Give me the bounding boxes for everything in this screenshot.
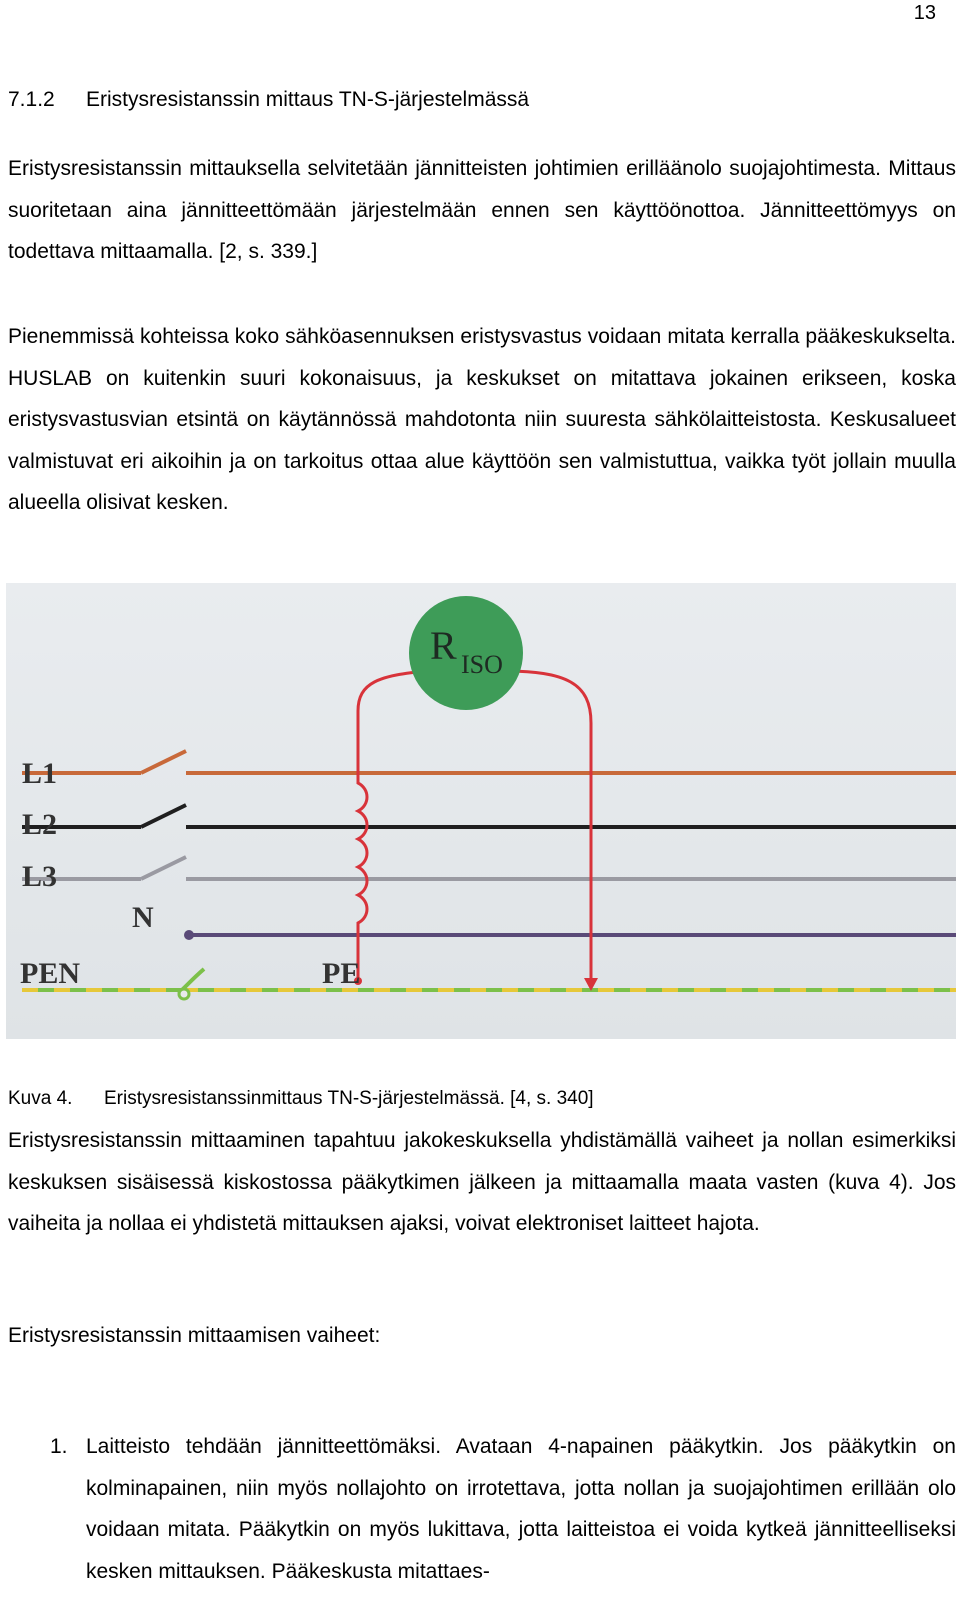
- section-number: 7.1.2: [8, 88, 55, 111]
- list-item-text: Laitteisto tehdään jännitteettömäksi. Avataan 4-napainen pääkytkin. Jos pääkytkin on kolminapainen, niin myös nollajohto on irrotettava, jotta nollan ja suojajohtimen erillään olo voidaan mitata. Pääkytkin on myös lukittava, jotta laitteistoa ei voida kytkeä jännitteelliseksi kesken mittauksen. Pääkeskusta mitattaes-: [86, 1435, 956, 1583]
- pe-label: PE: [322, 957, 361, 990]
- steps-intro: Eristysresistanssin mittaamisen vaiheet:: [8, 1324, 381, 1347]
- n-label: N: [132, 901, 154, 934]
- l1-switch-blade: [141, 751, 186, 773]
- n-terminal: [184, 930, 194, 940]
- list-item: [0, 1426, 956, 1592]
- l1-label: L1: [22, 757, 58, 790]
- meter-label-sub: ISO: [461, 650, 503, 679]
- caption-label: Kuva 4.: [8, 1088, 73, 1109]
- figure-circuit-diagram: [6, 583, 956, 1039]
- page-number: 13: [913, 2, 936, 24]
- paragraph-context: Pienemmissä kohteissa koko sähköasennuksen eristysvastus voidaan mitata kerralla pääkeskukselta. HUSLAB on kuitenkin suuri kokonaisuus, ja keskukset on mitattava jokainen erikseen, koska eristysvastusvian etsintä on käytännössä mahdotonta niin suuresta sähkölaitteistosta. Keskusalueet valmistuvat eri aikoihin ja on tarkoitus ottaa alue käyttöön sen valmistuttua, vaikka työt jollain muulla alueella olisivat kesken.: [8, 325, 956, 514]
- l2-label: L2: [22, 808, 58, 841]
- meter-label-main: R: [430, 623, 457, 668]
- figure-caption: [8, 1088, 594, 1110]
- paragraph-method: Eristysresistanssin mittaaminen tapahtuu jakokeskuksella yhdistämällä vaiheet ja nollan esimerkiksi keskuksen sisäisessä kiskostossa pääkytkimen jälkeen ja mittaamalla maata vasten (kuva 4). Jos vaiheita ja nollaa ei yhdistetä mittauksen ajaksi, voivat elektroniset laitteet hajota.: [8, 1129, 956, 1235]
- steps-list: [0, 1426, 960, 1592]
- pen-label: PEN: [20, 957, 80, 990]
- l2-switch-blade: [141, 805, 186, 827]
- l3-switch-blade: [141, 857, 186, 879]
- paragraph-intro: Eristysresistanssin mittauksella selvitetään jännitteisten johtimien erilläänolo suojajohtimesta. Mittaus suoritetaan aina jännitteettömään järjestelmään ennen sen käyttöönottoa. Jännitteettömyys on todettava mittaamalla. [2, s. 339.]: [8, 157, 956, 263]
- section-heading: [8, 88, 529, 112]
- l3-label: L3: [22, 860, 58, 893]
- list-item-marker: 1.: [50, 1435, 68, 1458]
- section-title: Eristysresistanssin mittaus TN-S-järjestelmässä: [86, 88, 530, 111]
- pen-split-terminal: [179, 989, 189, 999]
- probe-lead-right: [503, 671, 591, 978]
- caption-text: Eristysresistanssinmittaus TN-S-järjestelmässä. [4, s. 340]: [104, 1088, 594, 1109]
